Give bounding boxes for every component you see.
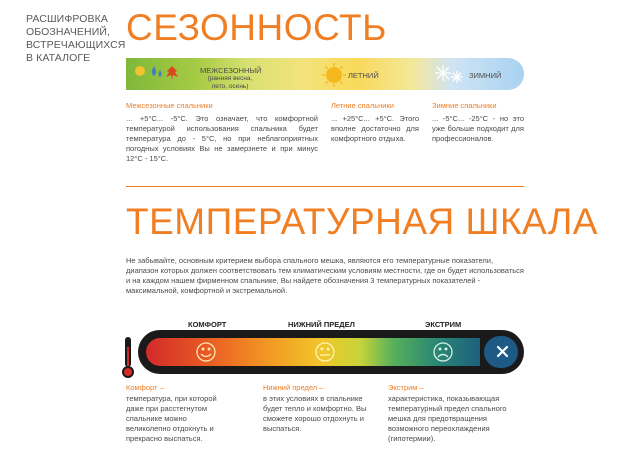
- temperature-intro: Не забывайте, основным критерием выбора спального мешка, являются его температурные показатели, диапазон которых должен соответствовать тем климатическим условиям местности, где он будет использоваться и на каждом нашем фирменном спальнике, Вы найдете обозначения 3 температурных показателей - максимальной, комфортной и экстремальной.: [126, 256, 524, 295]
- scale-face-icons: [146, 338, 526, 368]
- scale-label-extreme: ЭКСТРИМ: [425, 320, 462, 329]
- summer-column-title: Летние спальники: [331, 101, 394, 110]
- sun-icon: [322, 63, 346, 87]
- offseason-column-text: ... +5°С... -5°С. Это означает, что комфортной температурой использования спальника будет температура до - 5°С, но при неблагоприятных погодных условиях Вы не замерзнете и при минус 12°С - 15°С.: [126, 114, 318, 163]
- temperature-heading: ТЕМПЕРАТУРНАЯ ШКАЛА: [126, 201, 598, 242]
- snowflake-icon: [435, 65, 463, 83]
- scale-label-lower: НИЖНИЙ ПРЕДЕЛ: [288, 320, 355, 329]
- comfort-definition-text: температура, при которой даже при расстегнутом спальнике можно великолепно отдохнуть и прекрасно выспаться.: [126, 394, 217, 443]
- leaf-icon: [166, 66, 178, 80]
- offseason-label-sub: (ранняя весна, лето, осень): [207, 75, 253, 90]
- winter-column-title: Зимние спальники: [432, 101, 497, 110]
- smile-icon: [197, 343, 215, 361]
- winter-label: ЗИМНИЙ: [469, 71, 502, 80]
- winter-column-text: ... -5°С... -25°С - но это уже больше подходит для профессионалов.: [432, 114, 524, 143]
- comfort-definition-title: Комфорт –: [126, 383, 164, 392]
- offseason-column-title: Межсезонные спальники: [126, 101, 213, 110]
- extreme-definition-title: Экстрим –: [388, 383, 424, 392]
- summer-label: ЛЕТНИЙ: [348, 71, 379, 80]
- thermometer-icon: [121, 335, 135, 381]
- close-icon: [498, 347, 507, 356]
- raindrop-icon: [152, 66, 162, 77]
- scale-label-comfort: КОМФОРТ: [188, 320, 227, 329]
- sun-small-icon: [135, 66, 145, 76]
- offseason-label-text: МЕЖСЕЗОННЫЙ: [200, 66, 262, 75]
- offseason-label: [200, 67, 260, 91]
- season-heading: СЕЗОННОСТЬ: [126, 7, 387, 48]
- section-divider: [126, 186, 524, 187]
- extreme-definition-text: характеристика, показывающая температурный предел спального мешка для предотвращения возможного переохлаждения (гипотермии).: [388, 394, 507, 443]
- lower-definition-text: в этих условиях в спальнике будет тепло и комфортно. Вы сможете хорошо отдохнуть и выспаться.: [263, 394, 367, 433]
- sidebar-title: РАСШИФРОВКА ОБОЗНАЧЕНИЙ, ВСТРЕЧАЮЩИХСЯ В КАТАЛОГЕ: [26, 13, 126, 64]
- summer-column-text: ... +25°С... +5°С. Этого вполне достаточно для комфортного отдыха.: [331, 114, 419, 143]
- neutral-face-icon: [316, 343, 334, 361]
- sad-face-icon: [434, 343, 452, 361]
- lower-definition-title: Нижний предел –: [263, 383, 324, 392]
